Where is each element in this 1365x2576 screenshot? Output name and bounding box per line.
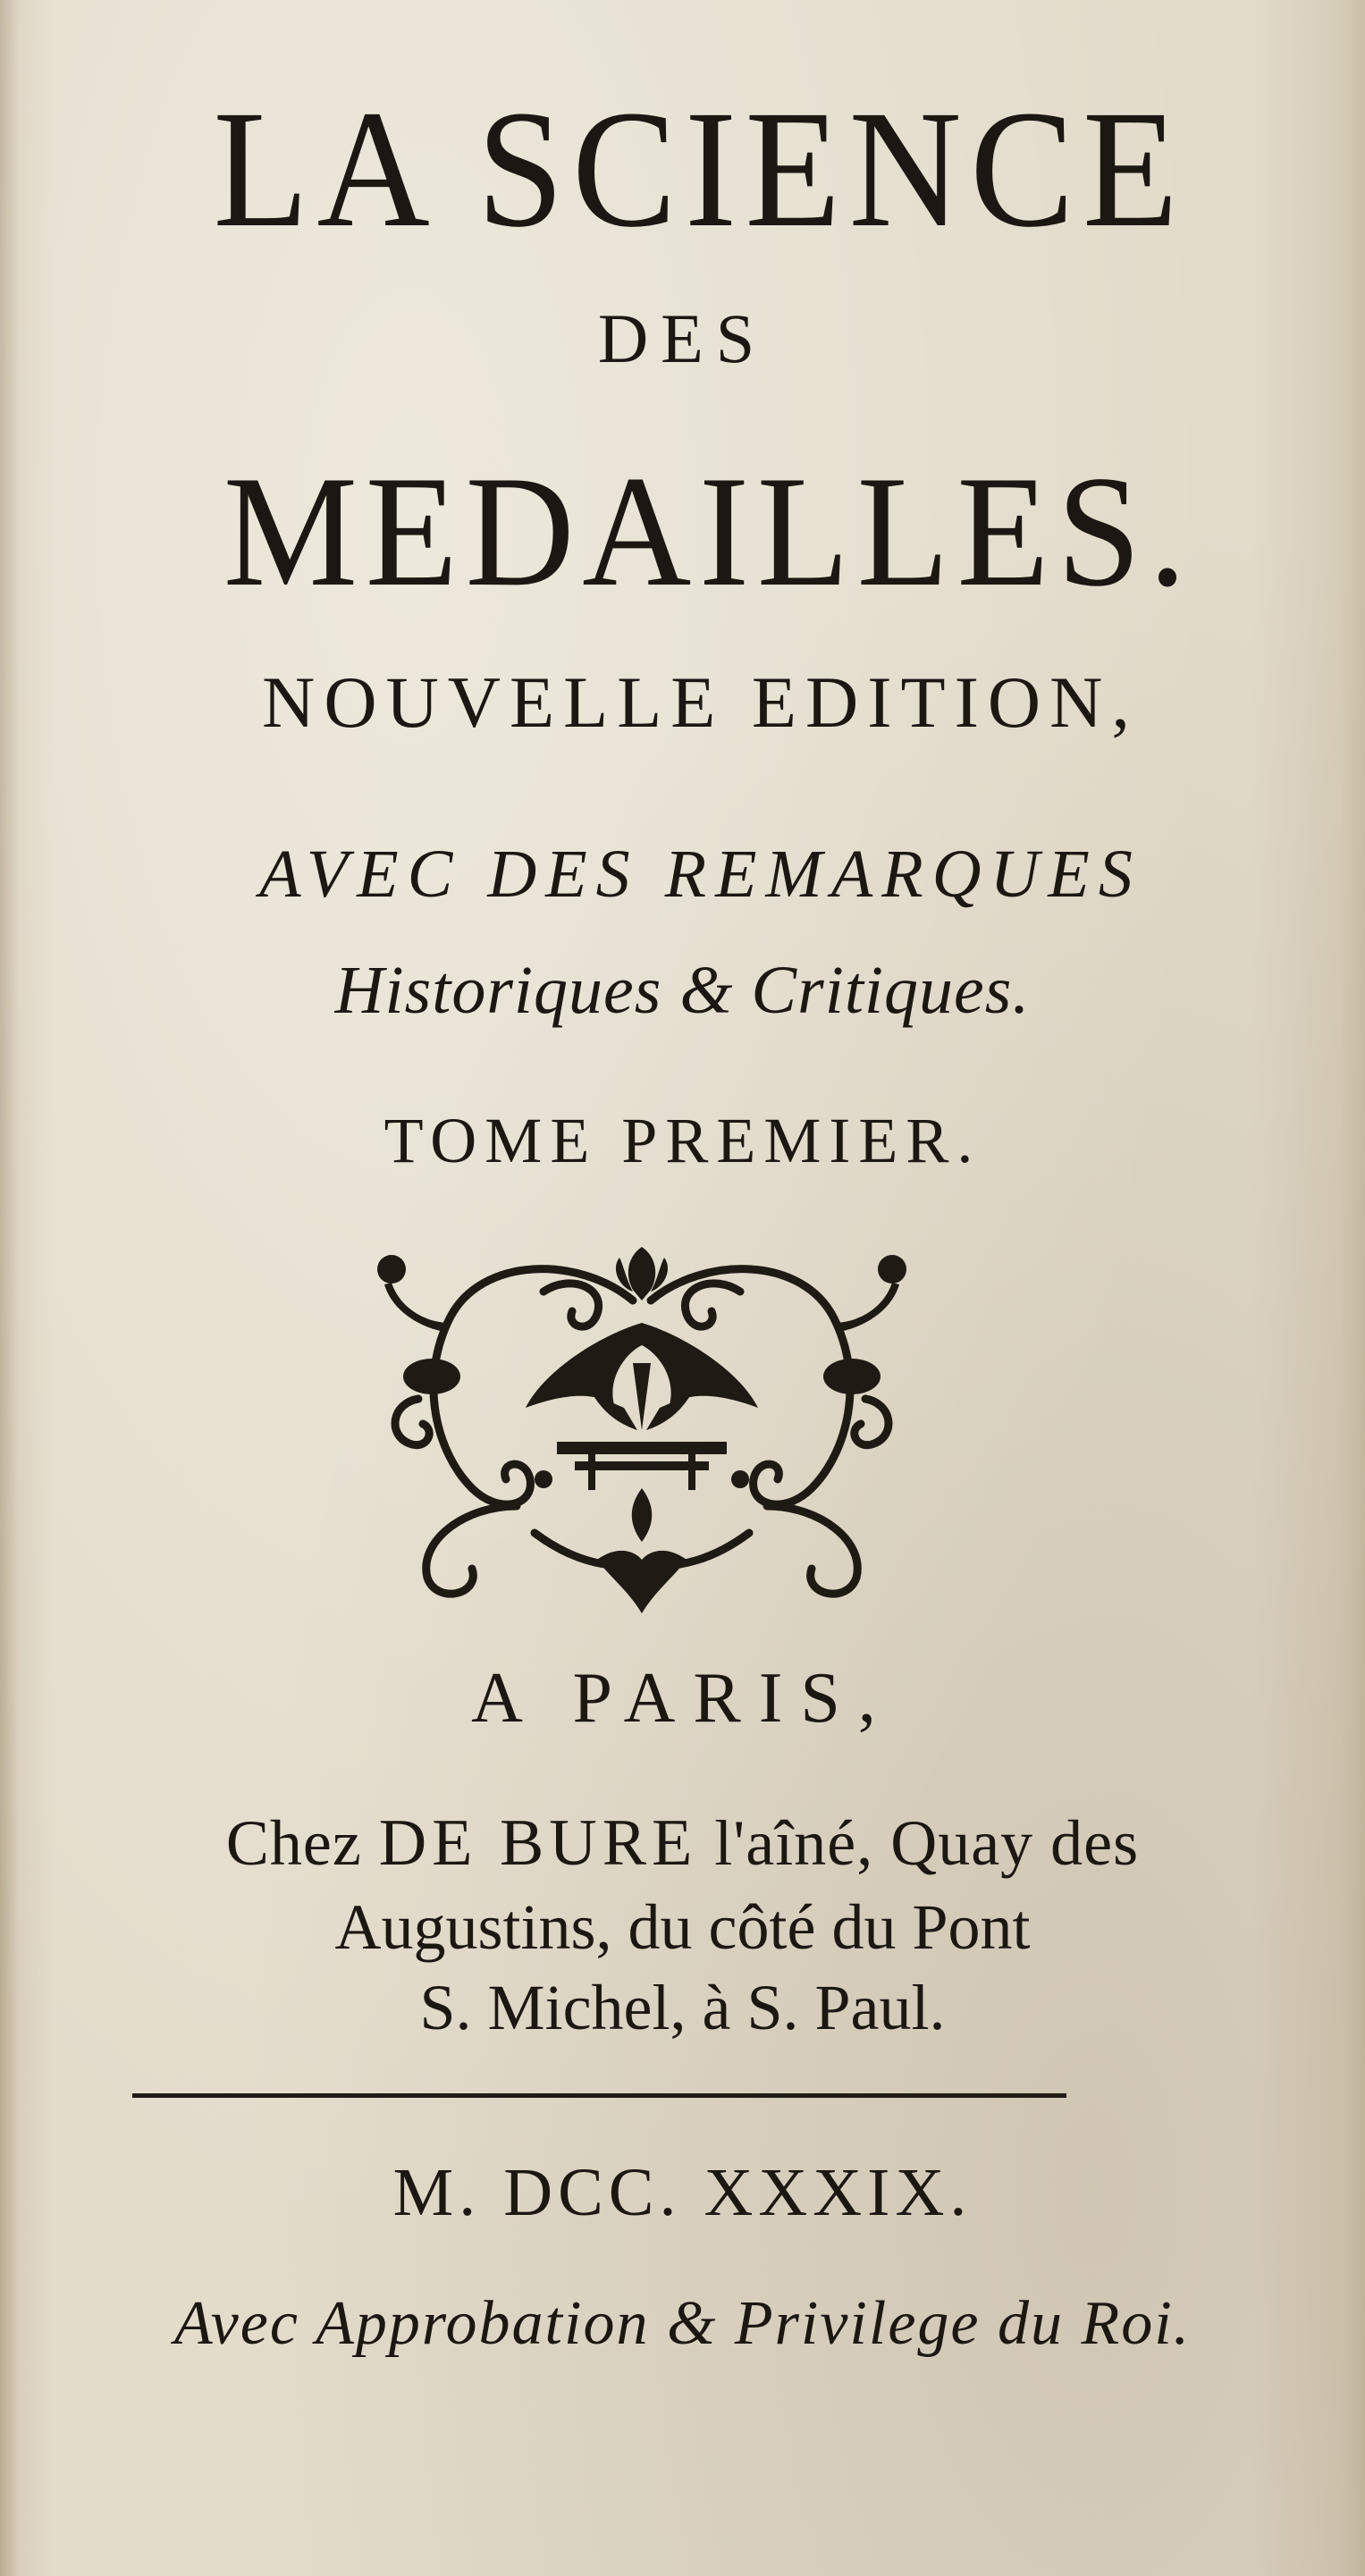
publisher-name: DE BURE: [378, 1806, 698, 1880]
publisher-prefix: Chez: [225, 1807, 362, 1879]
imprint-line-1: [0, 1806, 1365, 1880]
title-line-2: DES: [597, 299, 768, 377]
publication-date: M. DCC. XXXIX.: [392, 2155, 973, 2230]
edition-statement: NOUVELLE EDITION,: [262, 661, 1139, 743]
subtitle-line-2: Historiques & Critiques.: [334, 953, 1031, 1028]
imprint-line-3: S. Michel, à S. Paul.: [419, 1972, 946, 2043]
horizontal-rule: [132, 2093, 1066, 2098]
imprint-place: A PARIS,: [471, 1659, 894, 1738]
title-line-3: MEDAILLES.: [223, 442, 1194, 619]
imprint-line-2: Augustins, du côté du Pont: [334, 1891, 1031, 1963]
floral-scroll-ornament-icon: [365, 1238, 919, 1622]
privilege-statement: Avec Approbation & Privilege du Roi.: [173, 2289, 1192, 2358]
subtitle-line-1: AVEC DES REMARQUES: [259, 837, 1142, 912]
volume-statement: TOME PREMIER.: [383, 1105, 982, 1176]
title-line-1: LA SCIENCE: [213, 75, 1187, 262]
publisher-suffix: l'aîné, Quay des: [714, 1807, 1140, 1879]
